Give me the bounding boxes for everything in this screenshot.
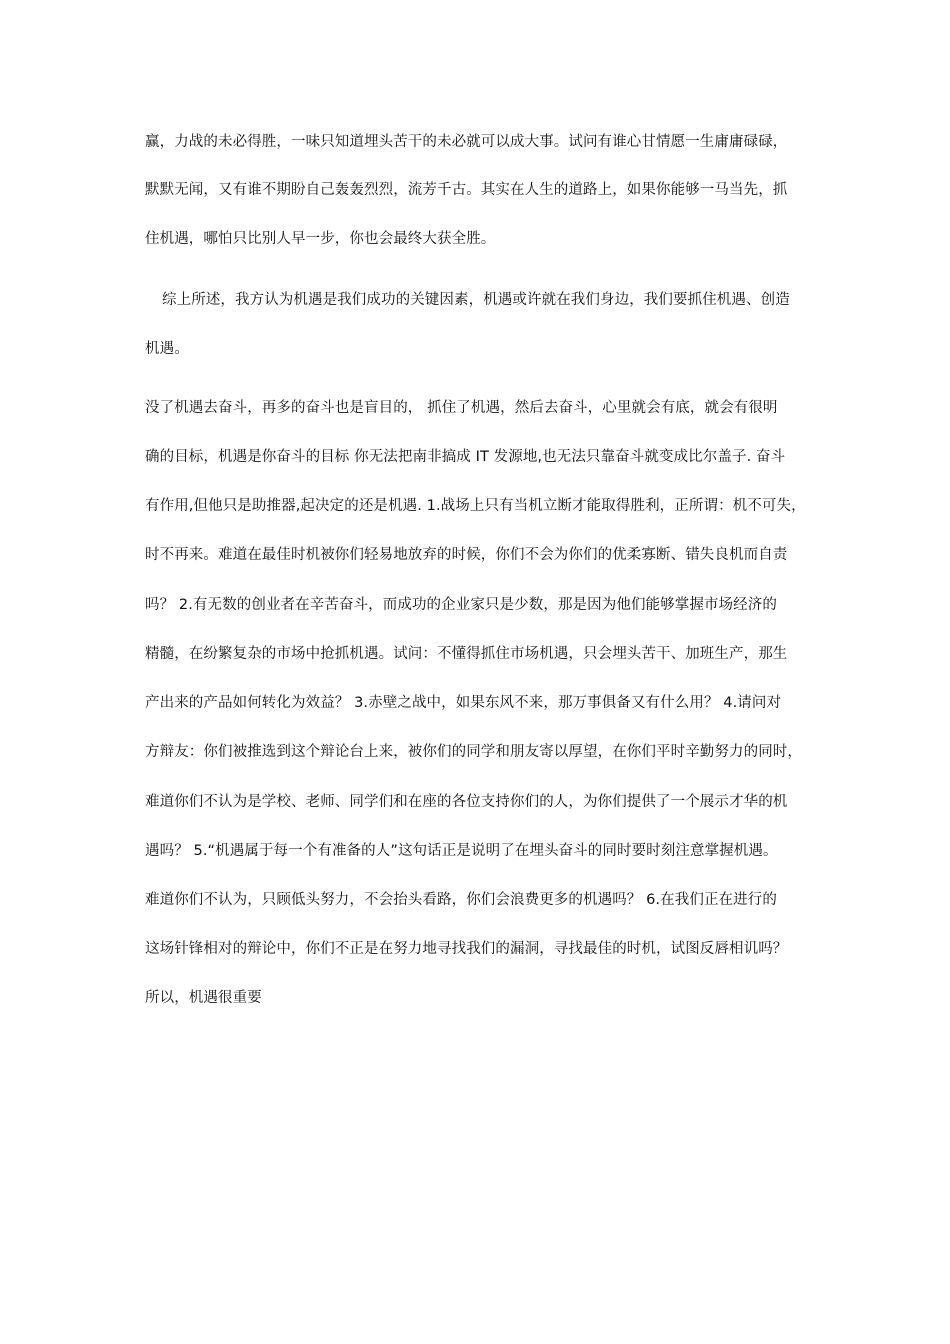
text-line: 赢，力战的未必得胜，一味只知道埋头苦干的未必就可以成大事。试问有谁心甘情愿一生庸庸碌碌， [145,134,788,150]
text-line: 难道你们不认为，只顾低头努力，不会抬头看路，你们会浪费更多的机遇吗？ 6.在我们正在进行的 [145,892,777,908]
text-line: 精髓，在纷繁复杂的市场中抢抓机遇。试问：不懂得抓住市场机遇，只会埋头苦干、加班生产，那生 [145,646,788,662]
text-line: 机遇。 [145,341,189,357]
text-line: 没了机遇去奋斗，再多的奋斗也是盲目的， 抓住了机遇，然后去奋斗，心里就会有底，就会有很明 [145,400,778,416]
text-line: 难道你们不认为是学校、老师、同学们和在座的各位支持你们的人，为你们提供了一个展示才华的机 [145,794,788,810]
text-line: 遇吗？ 5.“机遇属于每一个有准备的人”这句话正是说明了在埋头奋斗的同时要时刻注意掌握机遇。 [145,843,778,859]
text-line: 时不再来。难道在最佳时机被你们轻易地放弃的时候，你们不会为你们的优柔寡断、错失良机而自责 [145,547,788,563]
text-line: 确的目标，机遇是你奋斗的目标 你无法把南非搞成 IT 发源地,也无法只靠奋斗就变成比尔盖子. 奋斗 [145,449,786,465]
text-line: 综上所述，我方认为机遇是我们成功的关键因素，机遇或许就在我们身边，我们要抓住机遇、创造 [162,292,790,308]
text-line: 方辩友：你们被推选到这个辩论台上来，被你们的同学和朋友寄以厚望，在你们平时辛勤努力的同时， [145,744,802,760]
text-line: 有作用,但他只是助推器,起决定的还是机遇. 1.战场上只有当机立断才能取得胜利，正所谓：机不可失， [145,498,806,514]
text-line: 住机遇，哪怕只比别人早一步，你也会最终大获全胜。 [145,231,496,247]
text-line: 这场针锋相对的辩论中，你们不正是在努力地寻找我们的漏洞，寻找最佳的时机，试图反唇相讥吗？ [145,941,788,957]
text-line: 默默无闻，又有谁不期盼自己轰轰烈烈，流芳千古。其实在人生的道路上，如果你能够一马当先，抓 [145,182,788,198]
text-line: 吗？ 2.有无数的创业者在辛苦奋斗，而成功的企业家只是少数，那是因为他们能够掌握市场经济的 [145,597,777,613]
text-line: 所以，机遇很重要 [145,990,262,1006]
text-line: 产出来的产品如何转化为效益？ 3.赤壁之战中，如果东风不来，那万事俱备又有什么用？ 4.请问对 [145,695,782,711]
